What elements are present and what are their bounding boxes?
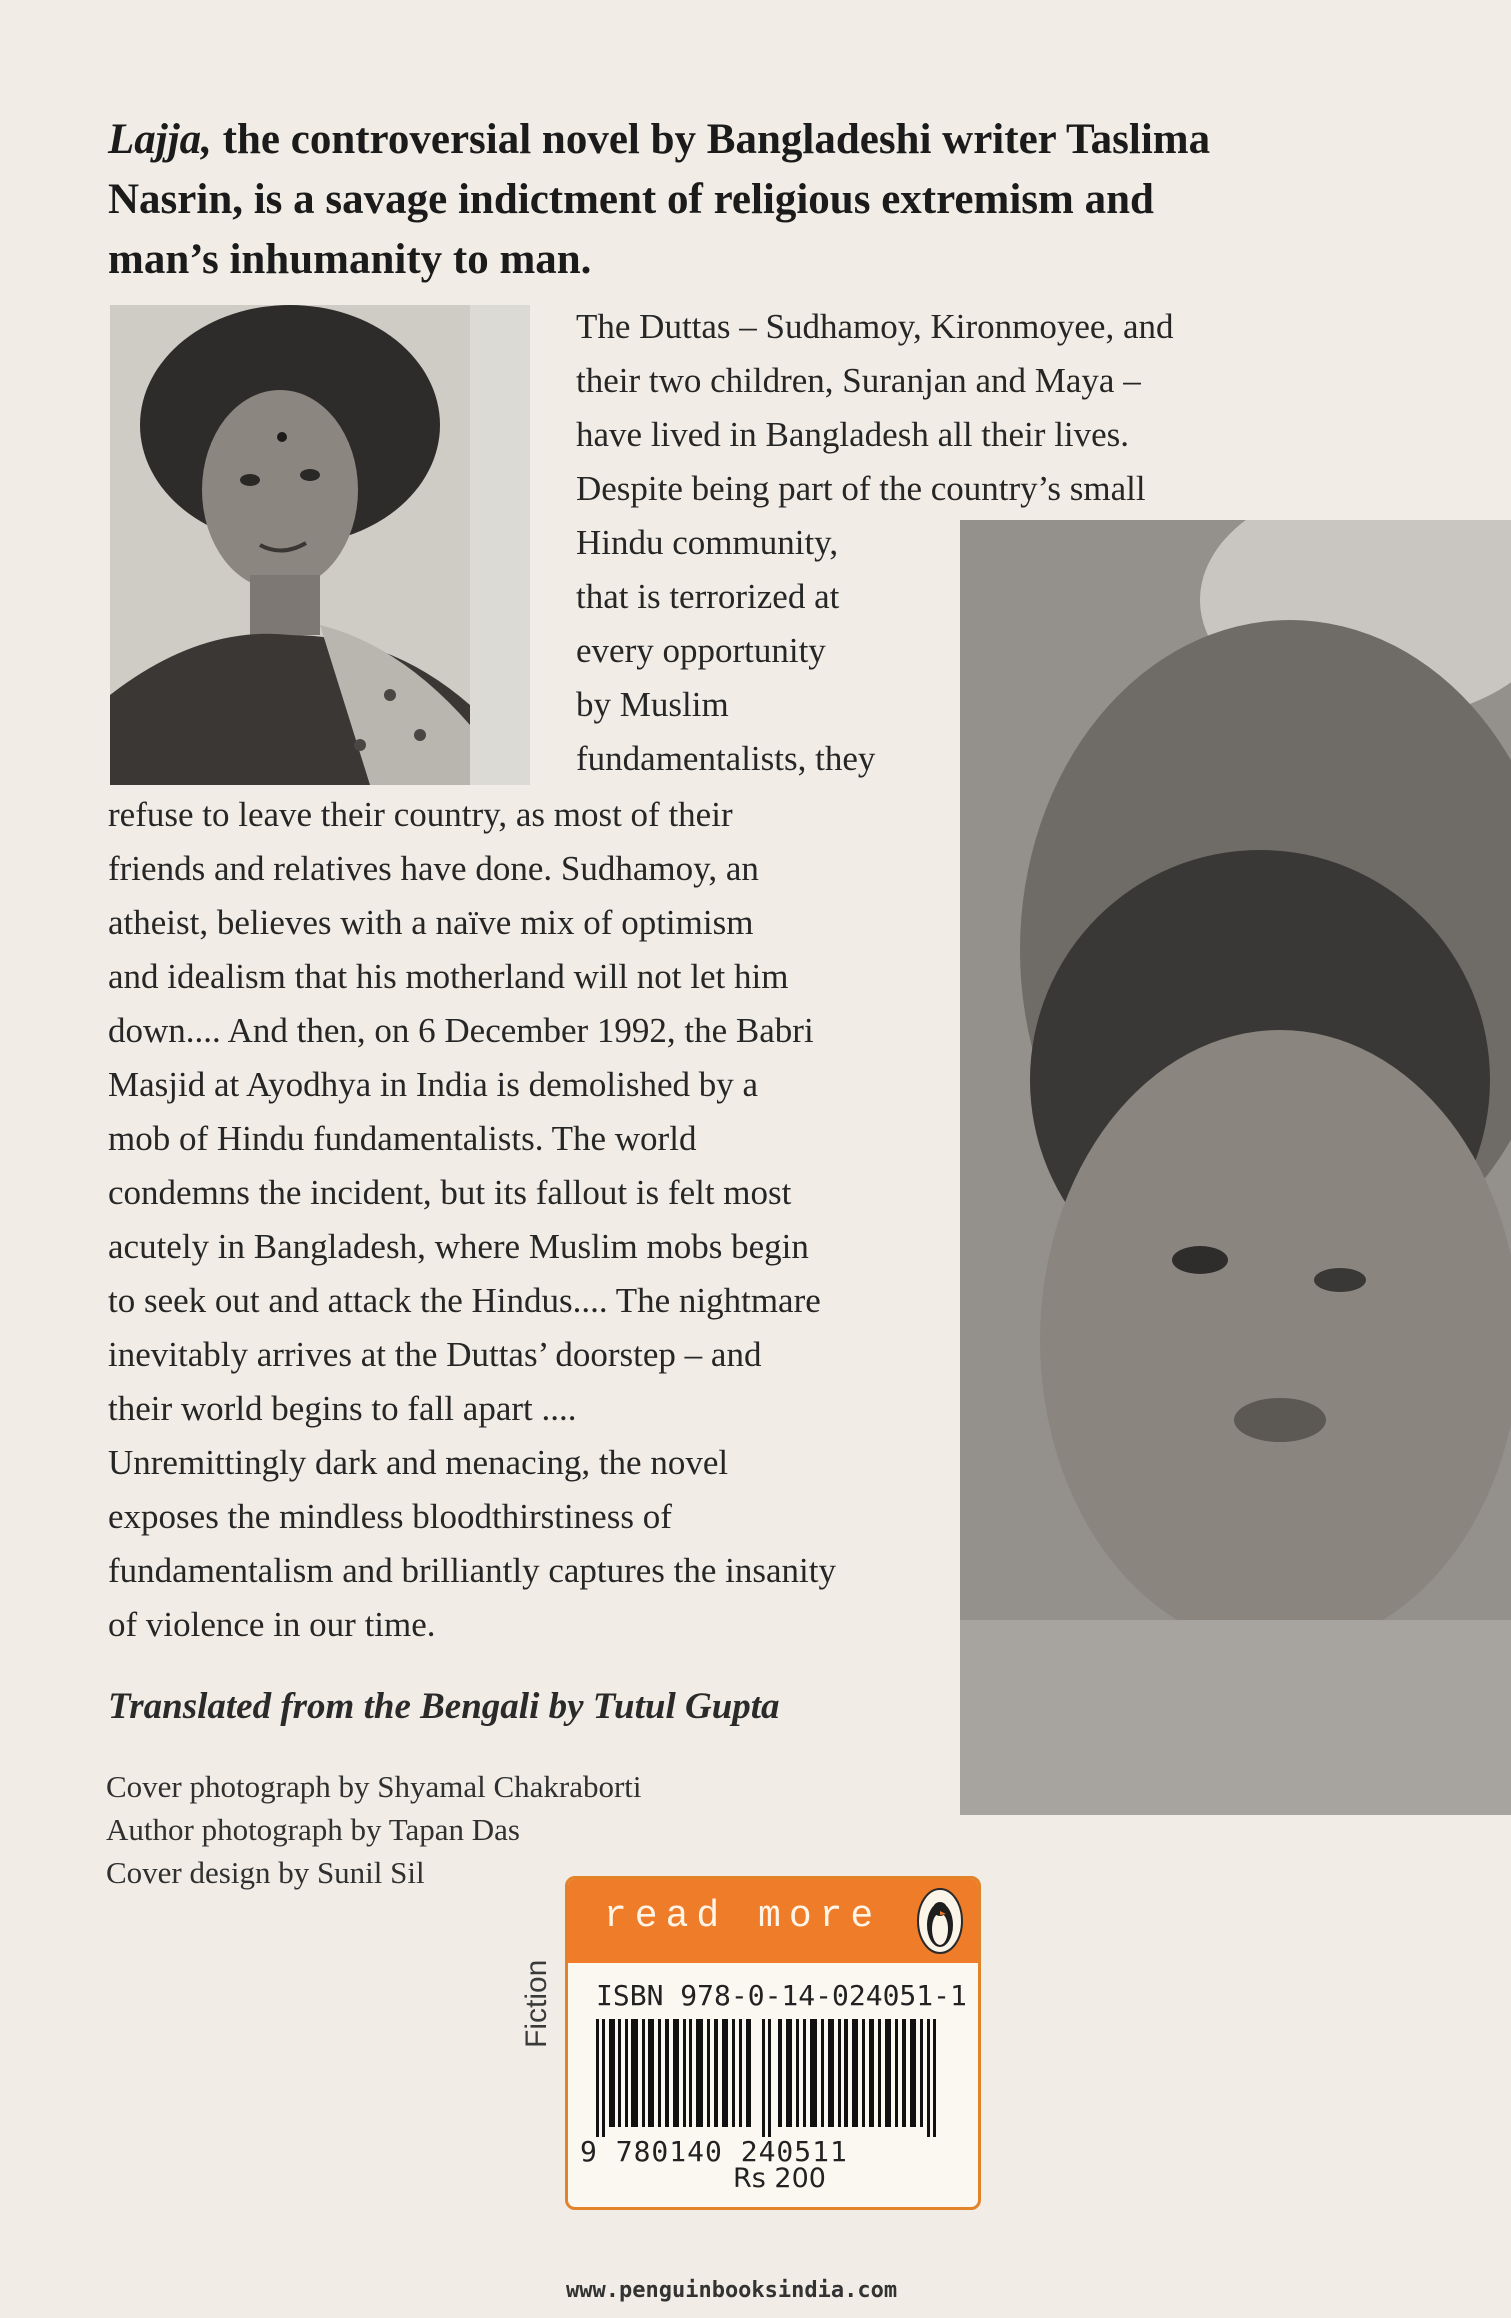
text-line: friends and relatives have done. Sudhamoy, an (108, 849, 759, 888)
text-line: and idealism that his motherland will not let him (108, 957, 789, 996)
text-line: to seek out and attack the Hindus.... The nightmare (108, 1281, 821, 1320)
text-line: their world begins to fall apart .... (108, 1389, 577, 1428)
text-line: refuse to leave their country, as most of their (108, 795, 733, 834)
penguin-logo-icon (916, 1887, 964, 1960)
publisher-website-link[interactable]: www.penguinbooksindia.com (566, 2278, 898, 2303)
text-line: acutely in Bangladesh, where Muslim mobs begin (108, 1227, 809, 1266)
book-title: Lajja, (108, 116, 212, 163)
price-label: Rs 200 (733, 2163, 826, 2194)
credit-line: Author photograph by Tapan Das (106, 1812, 520, 1847)
text-line: condemns the incident, but its fallout is felt most (108, 1173, 792, 1212)
barcode-panel (565, 1876, 981, 2210)
blurb-paragraph-top (576, 300, 1376, 516)
text-line: The Duttas – Sudhamoy, Kironmoyee, and (576, 307, 1174, 346)
text-line: mob of Hindu fundamentalists. The world (108, 1119, 697, 1158)
read-more-text: read more (604, 1895, 882, 1938)
text-line: every opportunity (576, 631, 826, 670)
text-line: by Muslim (576, 685, 729, 724)
text-line: Unremittingly dark and menacing, the novel (108, 1443, 729, 1482)
barcode-number: 9 780140 240511 (580, 2135, 848, 2168)
read-more-banner (568, 1879, 978, 1963)
text-line: that is terrorized at (576, 577, 840, 616)
text-line: exposes the mindless bloodthirstiness of (108, 1497, 672, 1536)
author-photo (110, 305, 530, 785)
barcode-bars (596, 2019, 956, 2137)
text-line: atheist, believes with a naïve mix of optimism (108, 903, 754, 942)
text-line: inevitably arrives at the Duttas’ doorstep – and (108, 1335, 762, 1374)
text-line: have lived in Bangladesh all their lives. (576, 415, 1130, 454)
photo-credits (106, 1765, 642, 1894)
text-line: Hindu community, (576, 523, 839, 562)
credit-line: Cover design by Sunil Sil (106, 1855, 425, 1890)
tagline (108, 110, 1268, 290)
text-line: of violence in our time. (108, 1605, 436, 1644)
cover-photo (960, 520, 1511, 1815)
text-line: Masjid at Ayodhya in India is demolished by a (108, 1065, 759, 1104)
text-line: their two children, Suranjan and Maya – (576, 361, 1141, 400)
text-line: Despite being part of the country’s small (576, 469, 1146, 508)
isbn-number: ISBN 978-0-14-024051-1 (596, 1979, 967, 2012)
translator-credit: Translated from the Bengali by Tutul Gupta (108, 1686, 780, 1727)
blurb-paragraph-main (108, 788, 968, 1652)
credit-line: Cover photograph by Shyamal Chakraborti (106, 1769, 642, 1804)
text-line: fundamentalism and brilliantly captures the insanity (108, 1551, 837, 1590)
text-line: fundamentalists, they (576, 739, 876, 778)
blurb-paragraph-middle (576, 516, 956, 786)
text-line: down.... And then, on 6 December 1992, the Babri (108, 1011, 814, 1050)
genre-label: Fiction (520, 1959, 553, 2048)
tagline-text: the controversial novel by Bangladeshi writer Taslima Nasrin, is a savage indictment of religious extremism and man’s inhumanity to man. (108, 116, 1211, 283)
